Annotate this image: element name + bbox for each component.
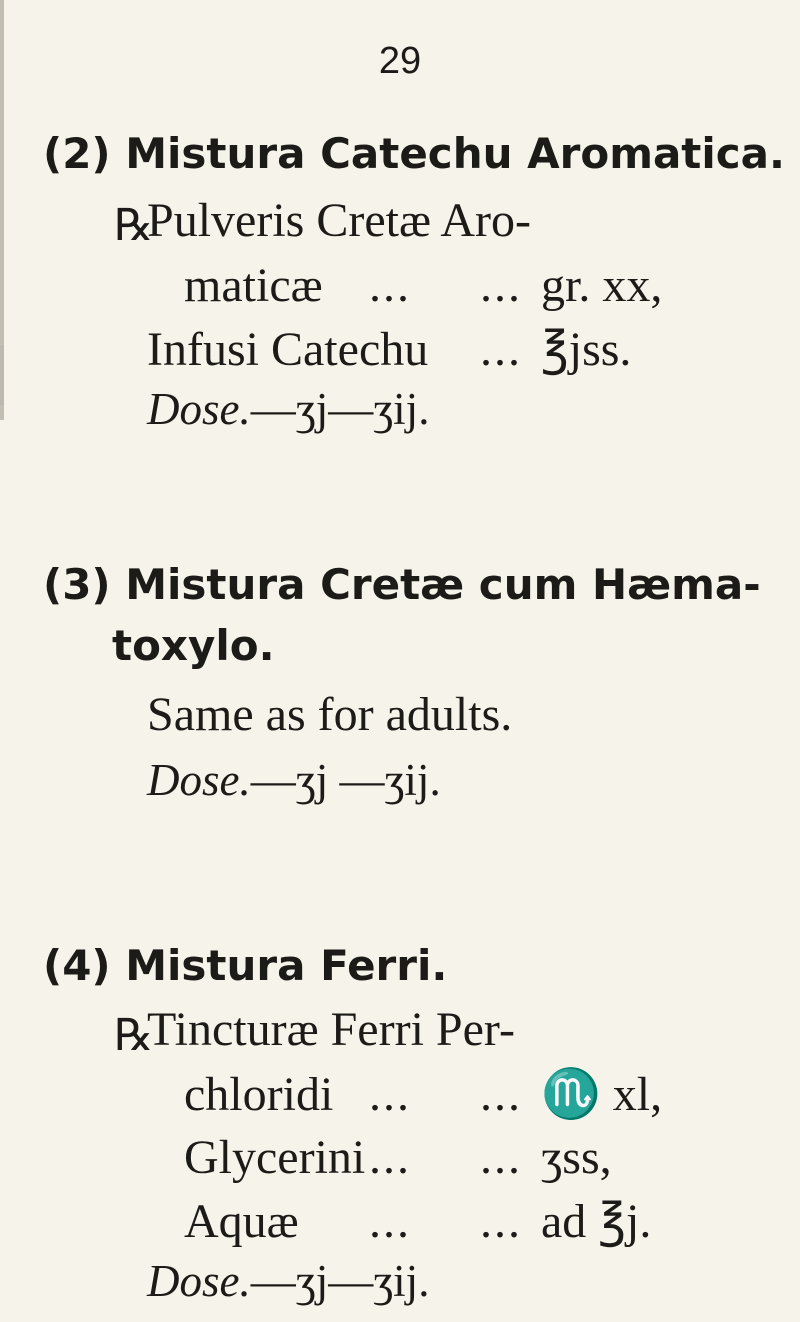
- recipe-symbol: ℞: [114, 1011, 154, 1060]
- ingredient-amount: gr. xx,: [541, 259, 663, 312]
- ingredient-amount: ℥jss.: [541, 323, 632, 376]
- ingredient-name: Aquæ: [184, 1195, 299, 1248]
- left-page-edge-shadow: [0, 345, 4, 405]
- dose-line: [147, 1256, 430, 1306]
- leader-dots: ...: [480, 1068, 522, 1121]
- ingredient-line: Pulveris Cretæ Aro-: [147, 194, 531, 247]
- instruction-text: Same as for adults.: [147, 688, 513, 741]
- ingredient-name: Glycerini: [184, 1131, 366, 1184]
- leader-dots: ...: [369, 259, 411, 312]
- leader-dots: ...: [480, 1195, 522, 1248]
- dose-value: —ʒj—ʒij.: [250, 384, 430, 434]
- dose-label: Dose.: [147, 755, 251, 805]
- dose-line: [147, 755, 441, 805]
- section-heading: (2) Mistura Catechu Aromatica.: [43, 129, 785, 178]
- leader-dots: ...: [480, 259, 522, 312]
- ingredient-amount: ʒss,: [541, 1131, 612, 1184]
- recipe-symbol: ℞: [114, 201, 154, 250]
- leader-dots: ...: [369, 1131, 411, 1184]
- ingredient-line: Tincturæ Ferri Per-: [147, 1003, 515, 1056]
- leader-dots: ...: [480, 1131, 522, 1184]
- section-heading-line-1: (3) Mistura Cretæ cum Hæma-: [43, 560, 761, 609]
- dose-value: —ʒj —ʒij.: [250, 755, 441, 805]
- ingredient-name: Infusi Catechu: [147, 323, 429, 376]
- section-heading-line-2: toxylo.: [112, 621, 275, 670]
- page-number: 29: [378, 40, 422, 82]
- dose-label: Dose.: [147, 1256, 251, 1306]
- ingredient-amount: ad ℥j.: [541, 1195, 652, 1248]
- ingredient-name: maticæ: [184, 259, 323, 312]
- section-heading: (4) Mistura Ferri.: [43, 941, 448, 990]
- ingredient-amount: ♏ xl,: [541, 1068, 663, 1121]
- dose-value: —ʒj—ʒij.: [250, 1256, 430, 1306]
- ingredient-name: chloridi: [184, 1068, 334, 1121]
- leader-dots: ...: [480, 323, 522, 376]
- dose-label: Dose.: [147, 384, 251, 434]
- leader-dots: ...: [369, 1195, 411, 1248]
- leader-dots: ...: [369, 1068, 411, 1121]
- dose-line: [147, 384, 430, 434]
